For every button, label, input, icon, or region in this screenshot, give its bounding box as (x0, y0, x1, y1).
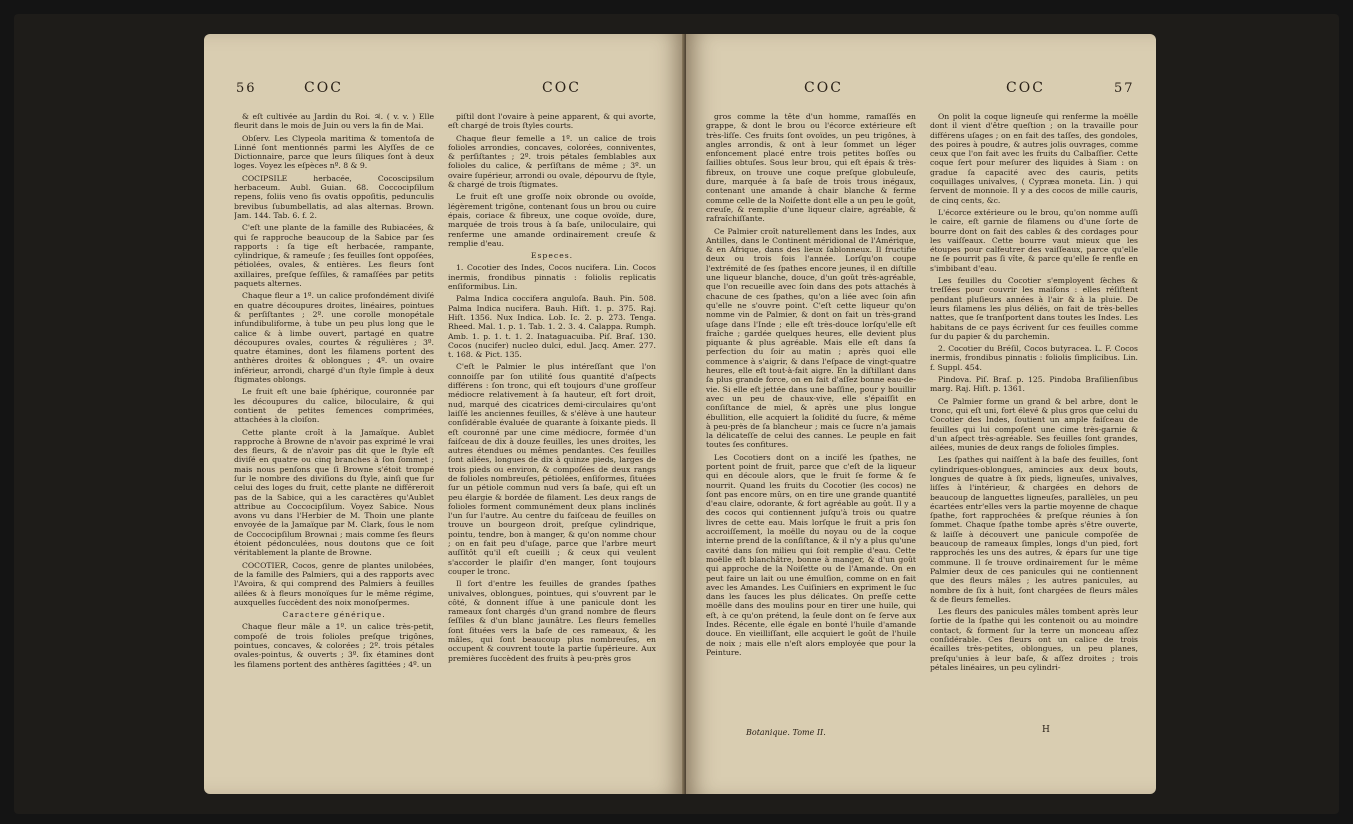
paragraph: Il ſort d'entre les feuilles de grandes ſpathes univalves, oblongues, pointues, qui s'ouvrent par le côté, & donnent iſſue à une panicule dont les rameaux ſont chargés d'un grand nombre de fleurs ſeſſiles & d'un blanc jaunâtre. Les fleurs femelles ſont ſituées vers la baſe de ces rameaux, & les mâles, qui ſont beaucoup plus nombreuſes, en occupent & couvrent toute la partie ſupérieure. Aux premières ſuccèdent des fruits à peu-près gros (448, 579, 656, 663)
paragraph: C'eſt une plante de la famille des Rubiacées, & qui ſe rapproche beaucoup de la Sabice par ſes rapports : ſa tige eſt herbacée, rampante, cylindrique, & rameuſe ; ſes feuilles ſont oppoſées, pétiolées, ovales, & entières. Les fleurs ſont axillaires, preſque ſeſſiles, & ramaſſées par petits paquets alternes. (234, 223, 434, 289)
paragraph: gros comme la tête d'un homme, ramaſſés en grappe, & dont le brou ou l'écorce extérieure eſt très-liſſe. Ces fruits ſont ovoïdes, un peu trigônes, à angles arrondis, & ont à leur ſommet un léger enfoncement placé entre trois petites boſſes ou ſaillies obtuſes. Sous leur brou, qui eſt épais & très-fibreux, on trouve une coque preſque globuleuſe, dure, marquée à ſa baſe de trois trous inégaux, contenant une amande à chair blanche & ferme comme celle de la Noiſette dont elle a un peu le goût, creuſe, & remplie d'une liqueur claire, agréable, & rafraîchiſſante. (706, 112, 916, 224)
running-head-left-2: COC (542, 80, 581, 96)
left-page (204, 34, 684, 794)
paragraph: & eſt cultivée au Jardin du Roi. ♃. ( v. v. ) Elle fleurit dans le mois de Juin ou vers la fin de Mai. (234, 112, 434, 131)
page-number-left: 56 (236, 81, 257, 96)
paragraph: Chaque fleur a 1º. un calice profondément diviſé en quatre découpures droites, linéaires, pointues & perſiſtantes ; 2º. une corolle monopétale infundibuliforme, à tube un peu plus long que le calice & à limbe ouvert, partagé en quatre découpures ovales, courtes & régulières ; 3º. quatre étamines, dont les filamens portent des anthères droites & oblongues ; 4º. un ovaire inférieur, arrondi, chargé d'un ſtyle ſimple à deux ſtigmates oblongs. (234, 291, 434, 385)
paragraph: Chaque fleur mâle a 1º. un calice très-petit, compoſé de trois folioles preſque trigônes, pointues, concaves, & colorées ; 2º. trois pétales ovales-pointus, & ouverts ; 3º. ſix étamines dont les filamens portent des anthères ſagittées ; 4º. un (234, 622, 434, 669)
left-column-1 (234, 112, 434, 752)
running-head-right-1: COC (804, 80, 843, 96)
paragraph: Le fruit eſt une baie ſphérique, couronnée par les découpures du calice, biloculaire, & qui contient de petites ſemences comprimées, attachées à la cloiſon. (234, 387, 434, 425)
paragraph: Pindova. Piſ. Braſ. p. 125. Pindoba Braſilienſibus marg. Raj. Hiſt. p. 1361. (930, 375, 1138, 394)
paragraph: 2. Cocotier du Bréſil, Cocos butyracea. L. F. Cocos inermis, frondibus pinnatis : foliolis ſimplicibus. Lin. f. Suppl. 454. (930, 344, 1138, 372)
paragraph: On polit la coque ligneuſe qui renferme la moëlle dont il vient d'être queſtion ; on la travaille pour différens uſages ; on en fait des taſſes, des gondoles, des poires à poudre, & autres jolis ouvrages, comme ceux que l'on fait avec les fruits du Calbaſſier. Cette coque ſert pour meſurer des liquides à Siam : on gradue ſa capacité avec des cauris, petits coquillages univalves, ( Cypræa moneta. Lin. ) qui ſervent de monnoie. Il y a des cocos de mille cauris, de cinq cents, &c. (930, 112, 1138, 205)
right-column-2 (930, 112, 1138, 724)
right-page (686, 34, 1156, 794)
paragraph: Chaque fleur femelle a 1º. un calice de trois folioles arrondies, concaves, colorées, conniventes, & perſiſtantes ; 2º. trois pétales ſemblables aux folioles du calice, & perſiſtans de même ; 3º. un ovaire ſupérieur, arrondi ou ovale, dépourvu de ſtyle, & chargé de trois ſtigmates. (448, 133, 656, 190)
paragraph: C'eſt le Palmier le plus intéreſſant que l'on connoiſſe par ſon utilité ſous quantité d'aſpects différens : ſon tronc, qui eſt toujours d'une groſſeur médiocre relativement à ſa hauteur, eſt fort droit, nud, marqué des cicatrices demi-circulaires qu'ont laiſſé les anciennes feuilles, & s'élève à une hauteur conſidérable évaluée de quarante à ſoixante pieds. Il eſt couronné par une cime médiocre, formée d'un faiſceau de dix à douze feuilles, les unes droites, les autres étendues ou mêmes pendantes. Ces feuilles ſont ailées, longues de dix à quinze pieds, larges de trois pieds ou environ, & compoſées de deux rangs de folioles nombreuſes, pétiolées, enſiformes, ſituées ſur un pétiole commun nud vers ſa baſe, qui eſt un peu élargie & bordée de filament. Les deux rangs de folioles forment communément deux plans inclinés l'un ſur l'autre. Au centre du faiſceau de feuilles on trouve un bourgeon droit, preſque cylindrique, pointu, tendre, bon à manger, & qu'on nomme chour ; on en fait peu d'uſage, parce que l'arbre meurt auſſitôt qu'il eſt cueilli ; & ceux qui veulent s'accorder le plaiſir d'en manger, ſont toujours couper le tronc. (448, 362, 656, 576)
paragraph: 1. Cocotier des Indes, Cocos nucifera. Lin. Cocos inermis, frondibus pinnatis : foliolis replicatis enſiformibus. Lin. (448, 263, 656, 292)
right-column-1 (706, 112, 916, 724)
paragraph: L'écorce extérieure ou le brou, qu'on nomme auſſi le caire, eſt garnie de filamens ou d'une ſorte de bourre dont on fait des cables & des cordages pour les vaiſſeaux. Cette bourre vaut mieux que les étoupes pour calfeutrer des vaiſſeaux, parce qu'elle ne ſe pourrit pas ſi vîte, & parce qu'elle ſe renfle en s'imbibant d'eau. (930, 207, 1138, 273)
paragraph: Ce Palmier croît naturellement dans les Indes, aux Antilles, dans le Continent méridional de l'Amérique, & en Afrique, dans des lieux ſablonneux. Il fructifie deux ou trois fois l'année. Lorſqu'on coupe l'extrémité de ſes ſpathes encore jeunes, il en diſtille une liqueur blanche, douce, d'un goût très-agréable, que l'on recueille avec ſoin dans des pots attachés à chacune de ces ſpathes, qu'on a liée avec ſoin afin qu'elle ne s'ouvre point. C'eſt cette liqueur qu'on nomme vin de Palmier, & dont on fait un très-grand uſage dans l'Inde ; elle eſt très-douce lorſqu'elle eſt fraîche ; gardée quelques heures, elle devient plus piquante & plus agréable. Mais elle eſt dans ſa perfection du ſoir au matin ; après quoi elle commence à s'aigrir, & dans l'eſpace de vingt-quatre heures, elle eſt tout-à-fait aigre. En la diſtillant dans ſa plus grande force, on en fait d'aſſez bonne eau-de-vie. Si elle eſt jettée dans une baſſine, pour y bouillir avec un peu de chaux-vive, elle s'épaiſſit en conſiſtance de miel, & après une plus longue ébullition, elle acquiert la ſolidité du ſucre, & même à peu-près de ſa blancheur ; mais ce ſucre n'a jamais la délicateſſe de celui des cannes. Le peuple en fait toutes ſes confitures. (706, 226, 916, 450)
paragraph: Les feuilles du Cocotier s'employent ſèches & treſſées pour couvrir les maiſons : elles réſiſtent pendant pluſieurs années à l'air & à la pluie. De leurs filamens les plus déliés, on fait de très-belles nattes, que ſe tranſportent dans toutes les Indes. Les habitans de ce pays écrivent ſur ces feuilles comme ſur du papier & du parchemin. (930, 276, 1138, 341)
paragraph: Especes. (530, 251, 574, 261)
paragraph: Le fruit eſt une groſſe noix obronde ou ovoïde, légèrement trigône, contenant ſous un brou ou cuire épais, coriace & fibreux, une coque ovoïde, dure, marquée de trois trous à ſa baſe, uniloculaire, qui renferme une amande ordinairement creuſe & remplie d'eau. (448, 192, 656, 248)
paragraph: COCIPSILE herbacée, Cocoscipsilum herbaceum. Aubl. Guian. 68. Coccocipſilum repens, foliis veno ſis ovatis oppoſitis, pedunculis brevibus ſubumbellatis, ad alas alternas. Brown. Jam. 144. Tab. 6. f. 2. (234, 173, 434, 220)
paragraph: Caractere générique. (282, 610, 386, 620)
book-spread (14, 14, 1339, 814)
footer-volume: Botanique. Tome II. (746, 728, 826, 737)
paragraph: Obſerv. Les Clypeola maritima & tomentoſa de Linné ſont mentionnés parmi les Alyſſes de ce Dictionnaire, parce que leurs ſiliques ſont à deux loges. Voyez les eſpèces nº. 8 & 9. (234, 133, 434, 171)
paragraph: Les Cocotiers dont on a inciſé les ſpathes, ne portent point de fruit, parce que c'eſt de la liqueur qui en découle alors, que le fruit ſe forme & ſe nourrit. Quand les fruits du Cocotier (les cocos) ne ſont pas encore mûrs, on en tire une grande quantité d'eau claire, odorante, & fort agréable au goût. Il y a des cocos qui contiennent juſqu'à trois ou quatre livres de cette eau. Mais lorſque le fruit a pris ſon accroiſſement, la moëlle du noyau ou de la coque interne prend de la conſiſtance, & il n'y a plus qu'une cavité dans ſon milieu qui ſoit remplie d'eau. Cette moëlle eſt blanchâtre, bonne à manger, & d'un goût qui approche de la Noiſette ou de l'Amande. On en peut faire un lait ou une émulſion, comme on en fait avec les Amandes. Les Cuiſiniers en expriment le ſuc dans les ſauces les plus délicates. On preſſe cette moëlle dans des moulins pour en tirer une huile, qui eſt, à ce qu'on prétend, la ſeule dont on ſe ſerve aux Indes. Récente, elle égale en bonté l'huile d'amande douce. En vieilliſſant, elle acquiert le goût de l'huile de noix ; mais elle n'eſt alors employée que pour la Peinture. (706, 452, 916, 657)
paragraph: COCOTIER, Cocos, genre de plantes unilobées, de la famille des Palmiers, qui a des rapports avec l'Avoira, & qui comprend des Palmiers à feuilles ailées & à fleurs monoïques ſur le même régime, auxquelles ſuccèdent des noix monoſpermes. (234, 560, 434, 607)
paragraph: Palma Indica coccifera anguloſa. Bauh. Pin. 508. Palma Indica nucifera. Bauh. Hiſt. 1. p. 375. Raj. Hiſt. 1356. Nux Indica. Lob. Ic. 2. p. 273. Tenga. Rheed. Mal. 1. p. 1. Tab. 1. 2. 3. 4. Calappa. Rumph. Amb. 1. p. 1. t. 1. 2. Inataguacuiba. Piſ. Braſ. 130. Cocos (nucifer) nucleo dulci, edul. Jacq. Amer. 277. t. 168. & Pict. 135. (448, 294, 656, 360)
running-head-right-2: COC (1006, 80, 1045, 96)
paragraph: Les fleurs des panicules mâles tombent après leur ſortie de la ſpathe qui les contenoit ou au moindre contact, & forment ſur la terre un monceau aſſez conſidérable. Ces fleurs ont un calice de trois écailles très-petites, oblongues, un peu planes, preſqu'unies à leur baſe, & aſſez droites ; trois pétales linéaires, un peu cylindri- (930, 607, 1138, 672)
left-column-2 (448, 112, 656, 752)
paragraph: Cette plante croît à la Jamaïque. Aublet rapproche à Browne de n'avoir pas exprimé le vrai des fleurs, & de n'avoir pas dit que le ſtyle eſt diviſé en quatre ou cinq branches à ſon ſommet ; mais nous penſons que ſi Browne s'étoit trompé ſur le nombre des diviſions du ſtyle, ainſi que ſur celui des loges du fruit, cette plante ne différeroit pas de la Sabice, qui a les caractères qu'Aublet attribue au Coccocipſilum. Voyez Sabice. Nous avons vu dans l'Herbier de M. Thoin une plante envoyée de la Jamaïque par M. Clark, ſous le nom de Coccocipſilum Brownai ; mais comme ſes fleurs étoient pédonculées, nous doutons que ce ſoit véritablement la plante de Browne. (234, 427, 434, 558)
paragraph: Ce Palmier forme un grand & bel arbre, dont le tronc, qui eſt uni, fort élevé & plus gros que celui du Cocotier des Indes, ſoutient un ample faiſceau de feuilles qui lui compoſent une cime très-garnie & d'un aſpect très-agréable. Ses feuilles ſont grandes, ailées, munies de deux rangs de folioles ſimples. (930, 396, 1138, 453)
paragraph: piſtil dont l'ovaire à peine apparent, & qui avorte, eſt chargé de trois ſtyles courts. (448, 112, 656, 131)
page-number-right: 57 (1114, 81, 1135, 96)
paragraph: Les ſpathes qui naiſſent à la baſe des feuilles, ſont cylindriques-oblongues, amincies aux deux bouts, longues de quatre à ſix pieds, ligneuſes, univalves, liſſes à l'intérieur, & chargées en dehors de beaucoup de languettes ligneuſes, parallèles, un peu écartées entr'elles vers la partie moyenne de chaque ſpathe, fort rapprochées & preſque réunies à ſon ſommet. Chaque ſpathe tombe après s'être ouverte, & laiſſe à découvert une panicule compoſée de beaucoup de rameaux ſimples, longs d'un pied, fort rapprochés les uns des autres, & épars ſur une tige commune. Il ſe trouve ordinairement ſur le même Palmier deux de ces panicules qui ne contiennent que des fleurs mâles ; les autres panicules, au nombre de ſix à huit, ſont chargées de fleurs mâles & de fleurs femelles. (930, 455, 1138, 604)
signature-mark: H (1042, 725, 1050, 735)
running-head-left-1: COC (304, 80, 343, 96)
